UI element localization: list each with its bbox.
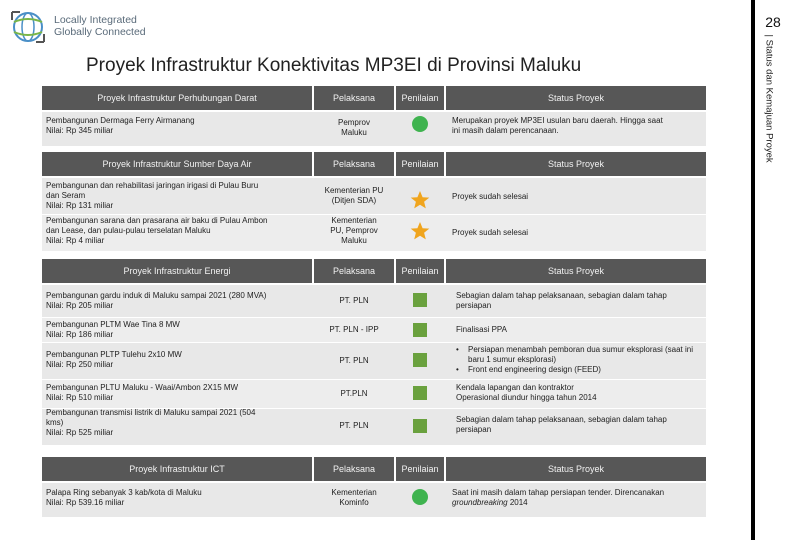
status-tail: 2014 — [507, 498, 528, 507]
section-header-project: Proyek Infrastruktur Sumber Daya Air — [42, 152, 312, 176]
section-header-penilaian: Penilaian — [396, 86, 444, 110]
status-cell: Merupakan proyek MP3EI usulan baru daerah. Hingga saat ini masih dalam perencanaan. — [452, 116, 663, 135]
section-header-pelaksana: Pelaksana — [314, 86, 394, 110]
project-cell: Pembangunan transmisi listrik di Maluku sampai 2021 (504 kms) Nilai: Rp 525 miliar — [46, 408, 256, 437]
project-cell: Pembangunan PLTU Maluku - Waai/Ambon 2X15 MW Nilai: Rp 510 miliar — [46, 383, 239, 402]
status-italic: groundbreaking — [452, 498, 508, 507]
list-item: • Persiapan menambah pemboran dua sumur eksplorasi (saat ini baru 1 sumur eksplorasi) — [454, 345, 704, 365]
star-icon — [410, 190, 430, 210]
green-square-icon — [413, 386, 427, 400]
status-cell: Sebagian dalam tahap pelaksanaan, sebagian dalam tahap persiapan — [456, 291, 667, 310]
logo-text — [54, 14, 146, 38]
green-square-icon — [413, 419, 427, 433]
green-square-icon — [413, 293, 427, 307]
section-header-penilaian: Penilaian — [396, 457, 444, 481]
pelaksana-cell: PT.PLN — [340, 389, 368, 398]
pelaksana-cell: Kementerian PU, Pemprov Maluku — [330, 216, 378, 245]
section-header-penilaian: Penilaian — [396, 152, 444, 176]
section-header-status: Status Proyek — [446, 259, 706, 283]
status-cell: Sebagian dalam tahap pelaksanaan, sebagian dalam tahap persiapan — [456, 415, 667, 434]
pelaksana-cell: PT. PLN — [339, 421, 369, 430]
logo-line2: Globally Connected — [54, 26, 146, 38]
status-cell: Finalisasi PPA — [456, 325, 507, 334]
status-cell: Saat ini masih dalam tahap persiapan tender. Direncanakan groundbreaking 2014 — [452, 488, 665, 507]
status-bullet-list — [454, 345, 704, 375]
logo-line1: Locally Integrated — [54, 14, 137, 26]
status-cell: Proyek sudah selesai — [452, 228, 529, 237]
page-number: 28 — [765, 14, 781, 30]
pelaksana-cell: Kementerian Kominfo — [331, 488, 377, 507]
section-header-status: Status Proyek — [446, 152, 706, 176]
section-header-project: Proyek Infrastruktur Energi — [42, 259, 312, 283]
project-cell: Pembangunan Dermaga Ferry Airmanang Nilai: Rp 345 miliar — [46, 116, 195, 135]
section-header-status: Status Proyek — [446, 457, 706, 481]
section-header-status: Status Proyek — [446, 86, 706, 110]
page-title: Proyek Infrastruktur Konektivitas MP3EI di Provinsi Maluku — [86, 55, 582, 76]
section-header-penilaian: Penilaian — [396, 259, 444, 283]
green-square-icon — [413, 323, 427, 337]
section-header-pelaksana: Pelaksana — [314, 259, 394, 283]
project-cell: Palapa Ring sebanyak 3 kab/kota di Maluku Nilai: Rp 539.16 miliar — [46, 488, 202, 507]
green-circle-icon — [412, 489, 428, 505]
section-header-project: Proyek Infrastruktur Perhubungan Darat — [42, 86, 312, 110]
project-cell: Pembangunan sarana dan prasarana air baku di Pulau Ambon dan Lease, dan pulau-pulau terselatan Maluku Nilai: Rp 4 miliar — [46, 216, 268, 245]
pelaksana-cell: PT. PLN - IPP — [329, 325, 379, 334]
side-label: | Status dan Kemajuan Proyek — [763, 34, 775, 163]
side-rail — [751, 0, 755, 540]
section-header-project: Proyek Infrastruktur ICT — [42, 457, 312, 481]
section-header-pelaksana: Pelaksana — [314, 457, 394, 481]
pelaksana-cell: PT. PLN — [339, 356, 369, 365]
project-cell: Pembangunan PLTM Wae Tina 8 MW Nilai: Rp 186 miliar — [46, 320, 180, 339]
status-cell: Proyek sudah selesai — [452, 192, 529, 201]
globe-logo-icon — [8, 8, 48, 46]
pelaksana-cell: Pemprov Maluku — [337, 118, 370, 137]
pelaksana-cell: PT. PLN — [339, 296, 369, 305]
green-square-icon — [413, 353, 427, 367]
project-cell: Pembangunan dan rehabilitasi jaringan irigasi di Pulau Buru dan Seram Nilai: Rp 131 miliar — [46, 181, 259, 210]
list-item: • Front end engineering design (FEED) — [454, 365, 704, 375]
section-header-pelaksana: Pelaksana — [314, 152, 394, 176]
logo — [8, 8, 158, 46]
status-cell: Kendala lapangan dan kontraktor Operasional diundur hingga tahun 2014 — [456, 383, 597, 402]
pelaksana-cell: Kementerian PU (Ditjen SDA) — [324, 186, 384, 205]
project-cell: Pembangunan gardu induk di Maluku sampai 2021 (280 MVA) Nilai: Rp 205 miliar — [46, 291, 267, 310]
green-circle-icon — [412, 116, 428, 132]
project-cell: Pembangunan PLTP Tulehu 2x10 MW Nilai: Rp 250 miliar — [46, 350, 182, 369]
star-icon — [410, 221, 430, 241]
